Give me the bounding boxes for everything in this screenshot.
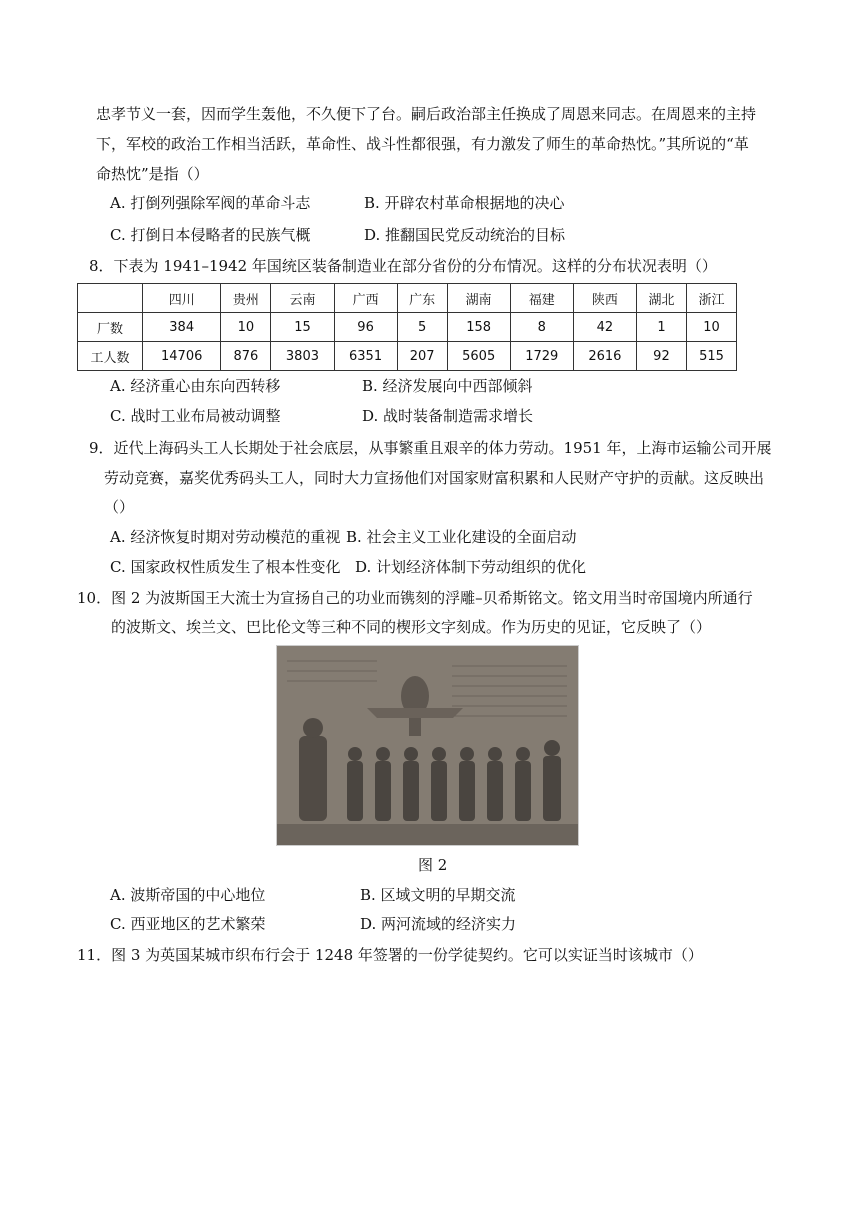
table-cell: 湖南 (447, 284, 510, 313)
table-cell: 5 (397, 313, 447, 342)
table-cell: 14706 (143, 342, 221, 371)
q10-option-b[interactable]: B. 区域文明的早期交流 (360, 886, 516, 904)
table-cell: 384 (143, 313, 221, 342)
table-row (78, 313, 737, 342)
table-cell: 876 (221, 342, 271, 371)
table-header-row (78, 284, 737, 313)
distribution-table (77, 283, 737, 371)
q9-line-2: 劳动竞赛，嘉奖优秀码头工人，同时大力宣扬他们对国家财富积累和人民财产守护的贡献。这反映出 (104, 469, 765, 487)
q10-option-a[interactable]: A. 波斯帝国的中心地位 (110, 886, 266, 904)
table-cell: 福建 (510, 284, 573, 313)
table-cell: 158 (447, 313, 510, 342)
table-cell (78, 284, 143, 313)
table-cell: 2616 (573, 342, 636, 371)
table-cell: 浙江 (686, 284, 736, 313)
table-cell: 四川 (143, 284, 221, 313)
q7-option-c[interactable]: C. 打倒日本侵略者的民族气概 (110, 226, 311, 244)
table-cell: 广西 (334, 284, 397, 313)
table-cell: 5605 (447, 342, 510, 371)
figure-caption: 图 2 (418, 856, 448, 874)
q9-option-d[interactable]: D. 计划经济体制下劳动组织的优化 (355, 558, 587, 576)
q10-line-1: 10．图 2 为波斯国王大流士为宣扬自己的功业而镌刻的浮雕–贝希斯铭文。铭文用当时帝国境内所通行 (77, 589, 753, 607)
q7-line-1: 忠孝节义一套，因而学生轰他，不久便下了台。嗣后政治部主任换成了周恩来同志。在周恩来的主持 (96, 105, 757, 123)
q7-option-b[interactable]: B. 开辟农村革命根据地的决心 (364, 194, 565, 212)
q9-line-1: 9．近代上海码头工人长期处于社会底层，从事繁重且艰辛的体力劳动。1951 年，上海市运输公司开展 (89, 439, 772, 457)
q8-option-b[interactable]: B. 经济发展向中西部倾斜 (362, 377, 533, 395)
q7-line-3: 命热忱”是指（） (96, 165, 209, 183)
table-cell: 6351 (334, 342, 397, 371)
table-cell: 1729 (510, 342, 573, 371)
table-cell: 陕西 (573, 284, 636, 313)
table-cell: 92 (636, 342, 686, 371)
table-cell: 96 (334, 313, 397, 342)
q10-option-c[interactable]: C. 西亚地区的艺术繁荣 (110, 915, 266, 933)
table-cell: 厂数 (78, 313, 143, 342)
table-cell: 207 (397, 342, 447, 371)
q8-option-c[interactable]: C. 战时工业布局被动调整 (110, 407, 281, 425)
table-cell: 42 (573, 313, 636, 342)
q10-option-d[interactable]: D. 两河流域的经济实力 (360, 915, 517, 933)
table-cell: 云南 (271, 284, 334, 313)
q11-stem: 11．图 3 为英国某城市织布行会于 1248 年签署的一份学徒契约。它可以实证当时该城市（） (77, 946, 703, 964)
q7-line-2: 下，军校的政治工作相当活跃，革命性、战斗性都很强，有力激发了师生的革命热忱。”其所说的“革 (96, 135, 749, 153)
q9-option-b[interactable]: B. 社会主义工业化建设的全面启动 (346, 528, 577, 546)
relief-illustration (277, 646, 578, 845)
table-cell: 贵州 (221, 284, 271, 313)
q9-option-c[interactable]: C. 国家政权性质发生了根本性变化 (110, 558, 341, 576)
table-cell: 10 (221, 313, 271, 342)
q9-line-3: （） (104, 498, 135, 516)
table-cell: 1 (636, 313, 686, 342)
q10-line-2: 的波斯文、埃兰文、巴比伦文等三种不同的楔形文字刻成。作为历史的见证，它反映了（） (111, 618, 712, 636)
q8-option-d[interactable]: D. 战时装备制造需求增长 (362, 407, 534, 425)
q9-option-a[interactable]: A. 经济恢复时期对劳动模范的重视 (110, 528, 341, 546)
table-cell: 10 (686, 313, 736, 342)
table-cell: 8 (510, 313, 573, 342)
table-cell: 广东 (397, 284, 447, 313)
q8-stem: 8．下表为 1941–1942 年国统区装备制造业在部分省份的分布情况。这样的分布状况表明（） (89, 257, 717, 275)
table-cell: 515 (686, 342, 736, 371)
table-cell: 湖北 (636, 284, 686, 313)
table-row (78, 342, 737, 371)
q8-option-a[interactable]: A. 经济重心由东向西转移 (110, 377, 281, 395)
behistun-relief-image (276, 645, 579, 846)
q7-option-a[interactable]: A. 打倒列强除军阀的革命斗志 (110, 194, 311, 212)
q7-option-d[interactable]: D. 推翻国民党反动统治的目标 (364, 226, 566, 244)
table-cell: 工人数 (78, 342, 143, 371)
table-cell: 15 (271, 313, 334, 342)
table-cell: 3803 (271, 342, 334, 371)
